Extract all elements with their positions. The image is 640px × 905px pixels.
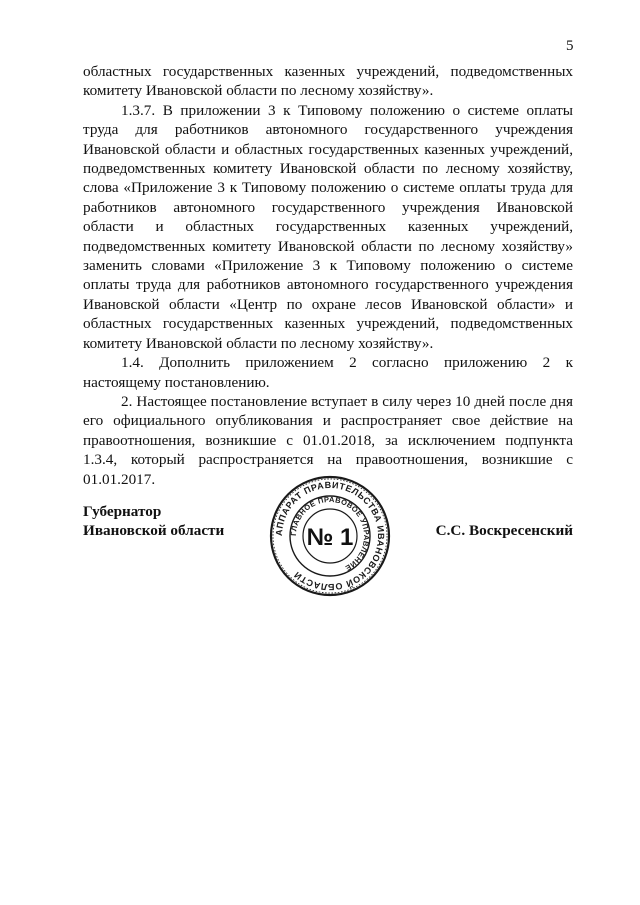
seal-inner-text: ГЛАВНОЕ ПРАВОВОЕ УПРАВЛЕНИЕ [288,494,372,573]
seal-graphic [268,474,392,598]
page-number: 5 [566,38,574,54]
paragraph: областных государственных казенных учреждений, подведомственных комитету Ивановской области по лесному хозяйству». [83,63,573,100]
paragraph: 2. Настоящее постановление вступает в силу через 10 дней после дня его официального опубликования и распространяет свое действие на правоотношения, возникшие с 01.01.2018, за исключением подпункта 1.3.4, который распространяется на правоотношения, возникшие с 01.01.2017. [83,392,573,488]
seal-number: № 1 [306,524,354,551]
document-body [83,62,573,489]
signatory-name: С.С. Воскресенский [435,522,573,539]
paragraph: 1.3.7. В приложении 3 к Типовому положению о системе оплаты труда для работников автономного государственного учреждения Ивановской области и областных государственных казенных учреждений, подведомственных комитету Ивановской области по лесному хозяйству, слова «Приложение 3 к Типовому положению о системе оплаты труда для работников автономного государственного учреждения Ивановской области и областных государственных казенных учреждений, подведомственных комитету Ивановской области по лесному хозяйству» заменить словами «Приложение 3 к Типовому положению о системе оплаты труда для работников автономного государственного учреждения Ивановской области «Центр по охране лесов Ивановской области» и областных государственных казенных учреждений, подведомственных комитету Ивановской области по лесному хозяйству». [83,101,573,352]
seal-ring-text: АППАРАТ ПРАВИТЕЛЬСТВА ИВАНОВСКОЙ ОБЛАСТИ [273,479,387,593]
signatory-position [83,502,224,540]
official-seal [268,474,392,598]
signatory-position-line2: Ивановской области [83,522,225,539]
signatory-position-line1: Губернатор [83,503,162,520]
paragraph: 1.4. Дополнить приложением 2 согласно приложению 2 к настоящему постановлению. [83,354,573,391]
